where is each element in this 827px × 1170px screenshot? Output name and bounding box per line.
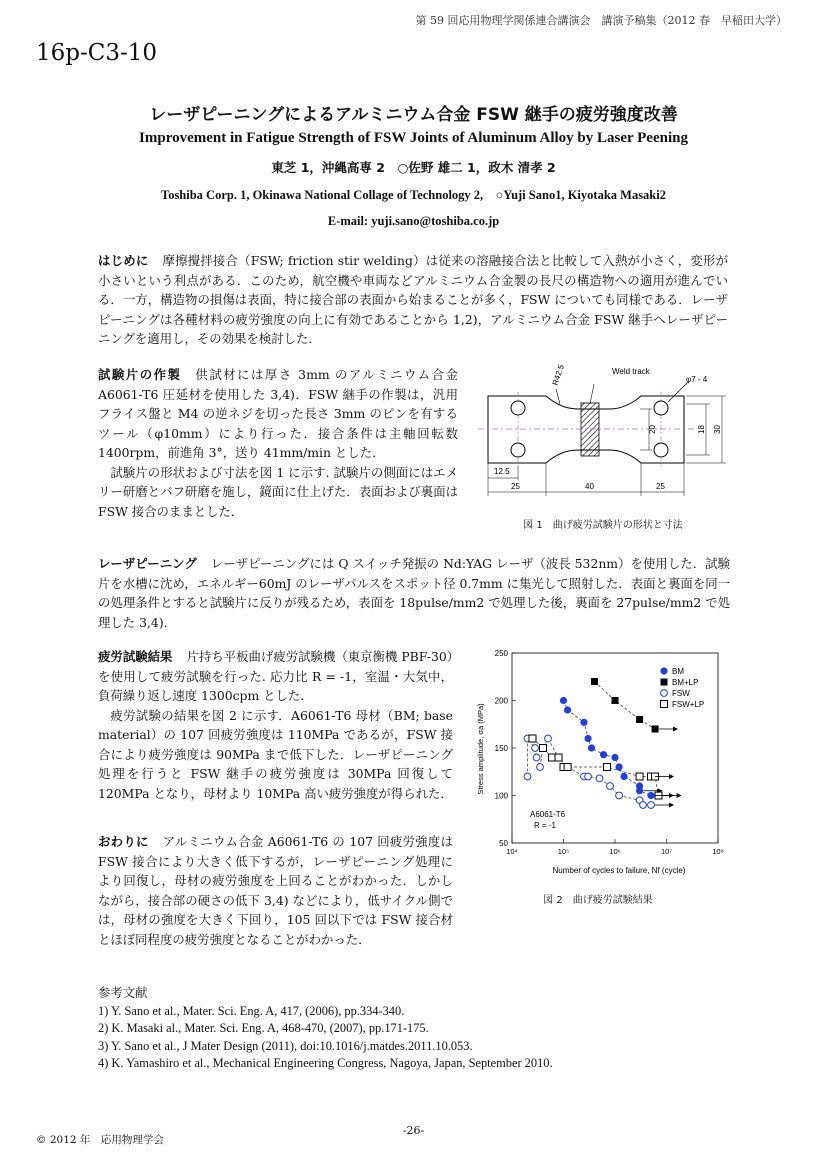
legend-marker [661,679,668,686]
figure-2-caption: 図 2 曲げ疲労試験結果 [543,895,653,906]
section-heading: 試験片の作製 [98,367,182,382]
data-point [564,764,571,771]
legend-marker [661,690,668,697]
fatigue-chart [468,645,738,885]
dim-40: 40 [585,482,594,491]
chart-annotation-ratio: R = -1 [534,821,557,830]
data-point [616,792,623,799]
copyright: © 2012 年 応用物理学会 [36,1134,164,1146]
x-tick-label: 10⁴ [506,847,518,856]
data-point [640,802,647,809]
section-text: 片持ち平板曲げ疲労試験機（東京衡機 PBF-30）を使用して疲労試験を行った. 応力比 R = -1，室温・大気中，負荷繰り返し速度 1300cpm とした． [98,649,453,703]
y-tick-label: 150 [494,744,508,753]
data-point [533,754,540,761]
dim-12-5: 12.5 [494,467,510,476]
dim-25-right: 25 [656,482,665,491]
specimen-drawing [478,362,740,532]
data-point [588,744,595,751]
hole-icon [654,443,668,457]
data-point [585,773,592,780]
figure-1-caption: 図 1 曲げ疲労試験片の形状と寸法 [523,520,683,531]
reference-item: 3) Y. Sano et al., J Mater Design (2011), doi:10.1016/j.matdes.2011.10.053. [98,1038,473,1053]
section-text: アルミニウム合金 A6061-T6 の 107 回疲労強度は FSW 接合により大きく低下するが，レーザピーニング処理により回復し，母材の疲労強度を上回ることがわかった．しかしながら，接合部の硬さの低下 3,4) などにより，低サイクル側では，母材の強度を大きく下回り，105 回以下では FSW 接合材とほぼ同程度の疲労強度となることがわかった． [98,834,453,947]
legend-label: BM [672,667,684,676]
data-point [611,754,618,761]
data-point [532,745,539,752]
data-point [540,745,547,752]
authors-english: Toshiba Corp. 1, Okinawa National Collage of Technology 2, ○Yuji Sano1, Kiyotaka Masaki2 [161,188,666,202]
data-point [652,726,659,733]
weld-track-label: Weld track [612,367,650,376]
dim-20: 20 [648,425,657,434]
y-tick-label: 250 [494,649,508,658]
data-point [636,787,643,794]
x-tick-label: 10⁵ [557,847,570,856]
data-point [524,773,531,780]
runout-arrow-head [669,803,674,808]
x-tick-label: 10⁶ [609,847,621,856]
legend-marker [661,701,668,708]
legend-label: FSW+LP [672,700,705,709]
runout-arrow-head [669,774,674,779]
hole-icon [511,401,525,415]
hole-icon [654,401,668,415]
section-text: 試験片の形状および寸法を図 1 に示す. 試験片の側面にはエメリー研磨とバフ研磨を施し，鏡面に仕上げた．表面および裏面は FSW 接合のままとした． [98,464,458,519]
section-heading: 疲労試験結果 [98,649,173,664]
page-number: -26- [402,1124,425,1137]
dim-hole: φ7 - 4 [686,375,708,384]
references [98,985,553,1073]
section-introduction [98,251,728,349]
data-point [529,735,536,742]
data-point [615,763,622,770]
reference-item: 2) K. Masaki al., Mater. Sci. Eng. A, 468-470, (2007), pp.171-175. [98,1021,429,1035]
section-specimen [98,365,458,521]
x-axis-label: Number of cycles to failure, Nf (cycle) [552,866,686,875]
dim-radius: R42.5 [550,363,566,387]
authors-japanese: 東芝 1，沖縄高専 2 ○佐野 雄二 1，政木 清孝 2 [271,160,556,175]
data-point [564,706,571,713]
title-japanese: レーザピーニングによるアルミニウム合金 FSW 継手の疲労強度改善 [149,105,678,125]
references-title: 参考文献 [98,986,148,1000]
dim-30: 30 [713,425,722,434]
data-point [607,783,614,790]
legend-label: FSW [672,689,690,698]
data-point [612,697,619,704]
y-axis-label: Stress amplitude, σa (MPa) [476,703,485,795]
conference-header: 第 59 回応用物理学関係連合講演会 講演予稿集（2012 春 早稲田大学） [415,14,787,27]
data-point [636,773,643,780]
data-point [620,773,627,780]
runout-arrow-head [673,727,678,732]
data-point [647,792,654,799]
data-point [537,764,544,771]
data-point [545,735,552,742]
x-tick-label: 10⁸ [712,847,724,856]
data-point [560,697,567,704]
data-point [596,775,603,782]
data-point [604,764,611,771]
email: E-mail: yuji.sano@toshiba.co.jp [327,214,500,228]
data-point [600,751,607,758]
data-point [648,802,655,809]
dim-25-left: 25 [511,482,520,491]
section-heading: はじめに [98,253,149,268]
section-laser-peening [98,554,730,632]
chart-annotation-material: A6061-T6 [530,810,566,819]
section-heading: おわりに [98,834,149,849]
weld-zone [581,403,599,456]
title-english: Improvement in Fatigue Strength of FSW Joints of Aluminum Alloy by Laser Peening [139,130,688,146]
data-point [591,678,598,685]
x-tick-label: 10⁷ [660,847,673,856]
data-point [584,735,591,742]
section-text: レーザピーニングには Q スイッチ発振の Nd:YAG レーザ（波長 532nm）を使用した．試験片を水槽に沈め，エネルギー60mJ のレーザパルスをスポット径 0.7mm に集光して照射した．表面と裏面を同一の処理条件とすると試験片に反りが残るため，表面を 18pulse/mm2 で処理した後，裏面を 27pulse/mm2 で処理した 3,4)． [98,556,730,630]
hole-icon [511,443,525,457]
legend-label: BM+LP [672,678,699,687]
paper-code: 16p-C3-10 [36,40,158,66]
legend-marker [660,667,667,674]
data-point [580,719,587,726]
section-conclusion [98,832,453,949]
y-tick-label: 50 [499,839,508,848]
section-fatigue-results [98,647,453,803]
runout-arrow-head [677,793,682,798]
section-text: 摩擦攪拌接合（FSW; friction stir welding）は従来の溶融接合法と比較して入熱が小さく，変形が小さいという利点がある．このため，航空機や車両などアルミニウム合金製の長尺の構造物への適用が進んでいる．一方，構造物の損傷は表面，特に接合部の表面から始まることが多く，FSW についても同様である．レーザピーニングは各種材料の疲労強度の向上に有効であることから 1,2)，アルミニウム合金 FSW 継手へレーザピーニングを適用し，その効果を検討した． [98,253,729,346]
y-tick-label: 100 [494,791,508,801]
section-text: 供試材には厚さ 3mm のアルミニウム合金 A6061-T6 圧延材を使用した 3,4)．FSW 継手の作製は，汎用フライス盤と M4 の逆ネジを切った長さ 3mm のピンを有するツール（φ10mm）により行った．接合条件は主軸回転数 1400rpm，前進角 3°，送り 41mm/min とした． [98,367,459,460]
trend-line-bm-lp [595,682,656,730]
data-point [636,716,643,723]
data-point [555,754,562,761]
dim-18: 18 [697,425,706,434]
y-tick-label: 200 [494,696,508,706]
section-text: 疲労試験の結果を図 2 に示す．A6061-T6 母材（BM; base material）の 107 回疲労強度は 110MPa であるが，FSW 接合により疲労強度は 90MPa まで低下した．レーザピーニング処理を行うと FSW 継手の疲労強度は 30MPa 回復して 120MPa となり，母材より 10MPa 高い疲労強度が得られた． [98,707,453,801]
section-heading: レーザピーニング [98,556,197,571]
reference-item: 4) K. Yamashiro et al., Mechanical Engineering Congress, Nagoya, Japan, September 2010. [98,1056,553,1070]
trend-line-bm [564,701,652,796]
reference-item: 1) Y. Sano et al., Mater. Sci. Eng. A, 417, (2006), pp.334-340. [98,1003,405,1018]
